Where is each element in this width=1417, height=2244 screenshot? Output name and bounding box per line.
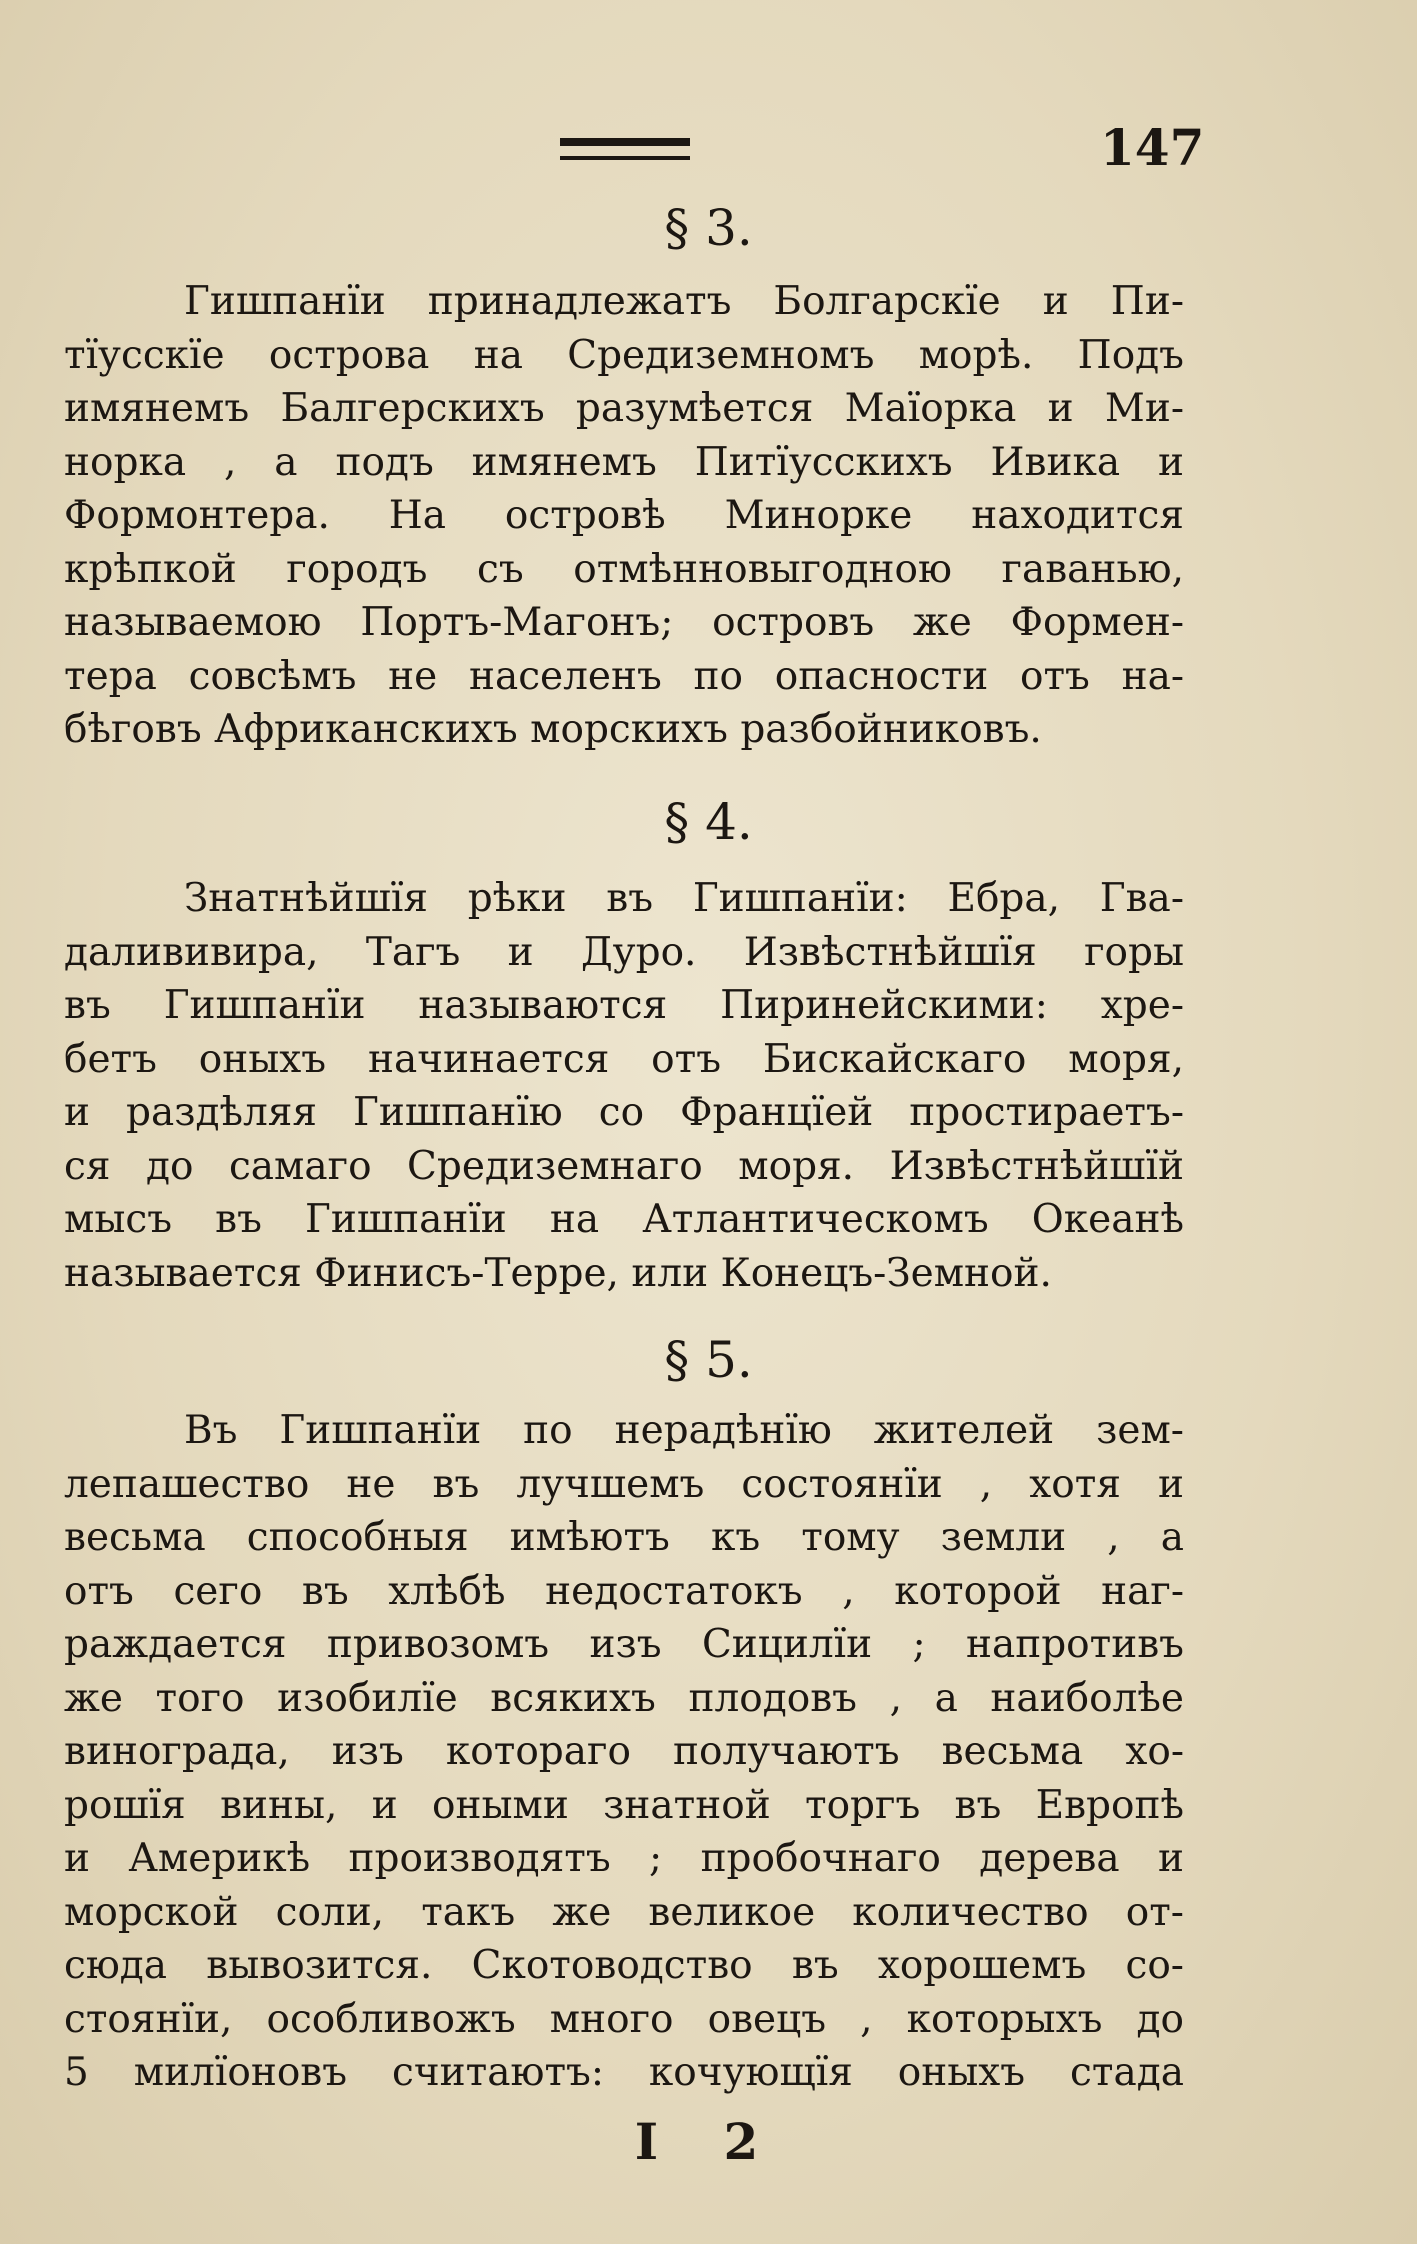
text-line: Въ Гишпанїи по нерадѣнїю жителей зем-: [184, 1408, 1184, 1453]
text-line: рошїя вины, и оными знатной торгъ въ Европѣ: [64, 1782, 1184, 1828]
section-heading-3: § 3.: [664, 199, 753, 257]
header-rule: [560, 138, 690, 160]
section-heading-4: § 4.: [664, 793, 753, 851]
text-line: же того изобилїе всякихъ плодовъ , а наиболѣе: [64, 1675, 1184, 1721]
text-line: отъ сего въ хлѣбѣ недостатокъ , которой наг-: [64, 1568, 1184, 1614]
text-line: Знатнѣйшїя рѣки въ Гишпанїи: Ебра, Гва-: [184, 876, 1184, 921]
section-3-paragraph: [64, 275, 1184, 757]
text-line: мысъ въ Гишпанїи на Атлантическомъ Океанѣ: [64, 1197, 1184, 1242]
text-line: сюда вывозится. Скотоводство въ хорошемъ со-: [64, 1943, 1184, 1988]
text-line: имянемъ Балгерскихъ разумѣется Маїорка и Ми-: [64, 386, 1184, 431]
text-line: далививира, Тагъ и Дуро. Извѣстнѣйшїя горы: [64, 929, 1184, 975]
text-line: тера совсѣмъ не населенъ по опасности отъ на-: [64, 653, 1184, 699]
text-line: морской соли, такъ же великое количество от-: [64, 1889, 1184, 1935]
page-number: 147: [1100, 118, 1205, 177]
text-line: лепашество не въ лучшемъ состоянїи , хотя и: [64, 1461, 1184, 1507]
text-line: и Америкѣ производятъ ; пробочнаго дерева и: [64, 1836, 1184, 1881]
text-line: ся до самаго Средиземнаго моря. Извѣстнѣйшїй: [64, 1143, 1184, 1189]
text-line: называется Финисъ-Терре, или Конецъ-Земной.: [64, 1250, 1052, 1296]
text-line: Формонтера. На островѣ Минорке находится: [64, 493, 1184, 538]
text-line: въ Гишпанїи называются Пиринейскими: хре-: [64, 983, 1184, 1028]
section-5-paragraph: [64, 1404, 1184, 2100]
text-line: бѣговъ Африканскихъ морскихъ разбойниковъ.: [64, 707, 1042, 752]
text-line: весьма способныя имѣютъ къ тому земли , а: [64, 1515, 1184, 1560]
text-line: винограда, изъ котораго получаютъ весьма хо-: [64, 1729, 1184, 1774]
text-line: Гишпанїи принадлежатъ Болгарскїе и Пи-: [184, 279, 1184, 324]
text-line: тїусскїе острова на Средиземномъ морѣ. Подъ: [64, 332, 1184, 378]
text-line: раждается привозомъ изъ Сицилїи ; напротивъ: [64, 1622, 1184, 1667]
text-line: называемою Портъ-Магонъ; островъ же Формен-: [64, 600, 1184, 645]
section-heading-5: § 5.: [664, 1331, 753, 1389]
text-line: норка , а подъ имянемъ Питїусскихъ Ивика и: [64, 439, 1184, 485]
text-line: и раздѣляя Гишпанїю со Францїей простираетъ-: [64, 1090, 1184, 1135]
text-line: бетъ оныхъ начинается отъ Бискайскаго моря,: [64, 1036, 1184, 1082]
text-line: 5 милїоновъ считаютъ: кочующїя оныхъ стада: [64, 2050, 1184, 2095]
text-line: крѣпкой городъ съ отмѣнновыгодною гаванью,: [64, 546, 1184, 592]
signature-mark: I 2: [634, 2112, 783, 2171]
section-4-paragraph: [64, 872, 1184, 1300]
text-line: стоянїи, особливожъ много овецъ , которыхъ до: [64, 1996, 1184, 2042]
